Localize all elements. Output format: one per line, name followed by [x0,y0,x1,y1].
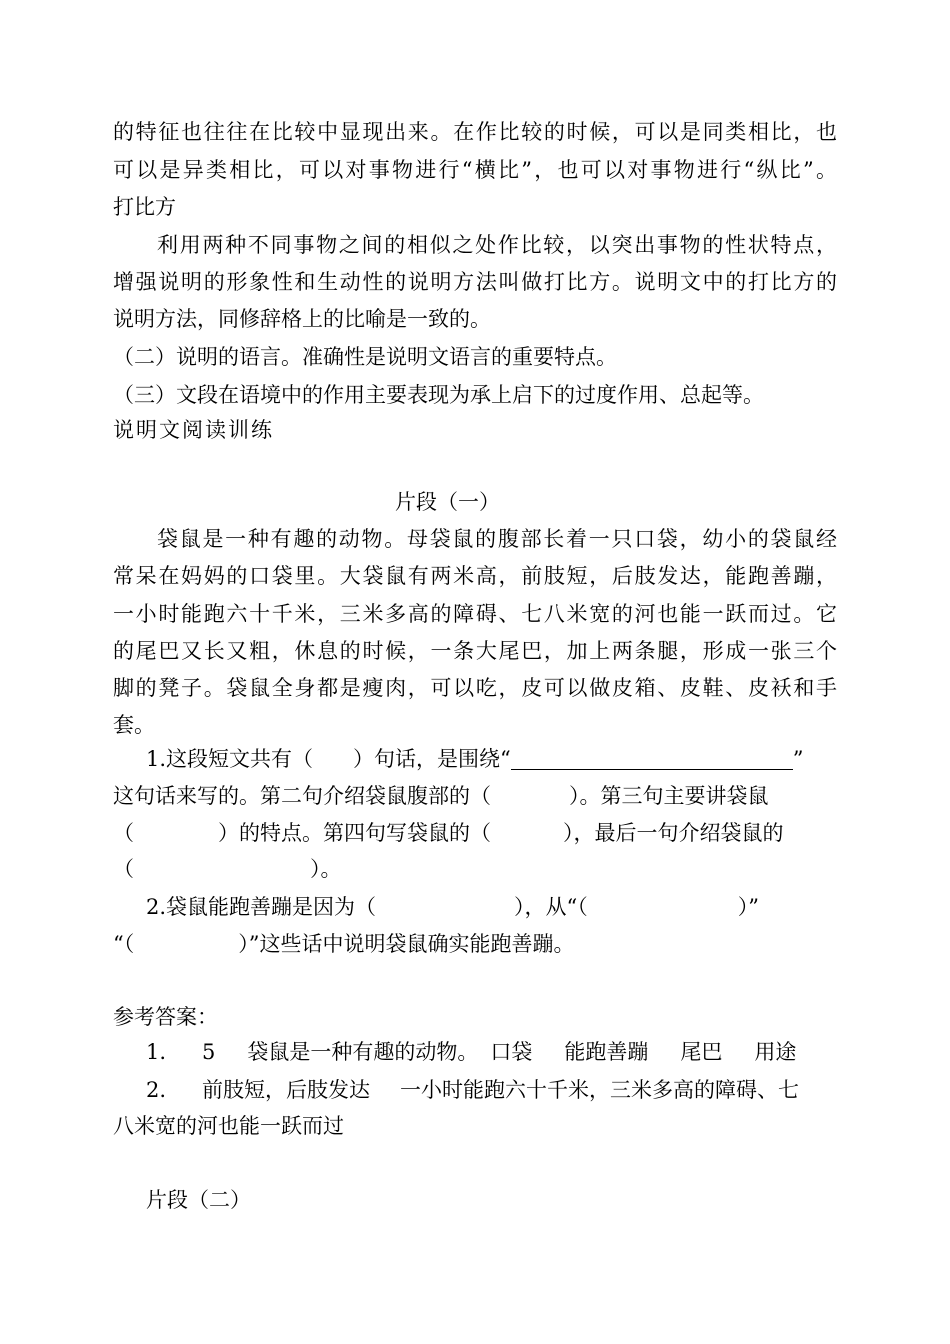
q1-line2-text-b: ）。第三句主要讲袋鼠 [569,784,769,808]
point-two: （二）说明的语言。准确性是说明文语言的重要特点。 [113,345,617,369]
q1-line3-text-b: ）的特点。第四句写袋鼠的（ [218,821,491,845]
q1-line4-text-a: （ [113,857,134,881]
answer-one-tail: 尾巴 [680,1040,723,1064]
fragment-one-line-2: 常呆在妈妈的口袋里。大袋鼠有两米高，前肢短，后肢发达，能跑善蹦， [113,564,837,588]
answer-two-line [146,1076,799,1104]
training-title: 说明文阅读训练 [113,418,274,442]
q1-line2-text-a: 这句话来写的。第二句介绍袋鼠腹部的（ [113,784,491,808]
answer-one-feature: 能跑善蹦 [564,1040,649,1064]
fragment-one-line-4: 的尾巴又长又粗，休息的时候，一条大尾巴，加上两条腿，形成一张三个 [113,639,837,663]
dabifang-para-line-3: 说明方法，同修辞格上的比喻是一致的。 [113,307,491,331]
fragment-two-title: 片段（二） [146,1188,251,1212]
answer-two-number: 2. [146,1078,167,1102]
question-two-line-1 [146,893,759,921]
question-two-line-2 [113,930,574,958]
q1-text-c: ” [792,747,804,771]
q1-line4-text-b: ）。 [310,857,342,881]
q2-text-b: ），从“（ [514,895,588,919]
q1-answer-blank[interactable] [511,749,793,770]
answer-one-line [146,1038,796,1066]
heading-dabifang: 打比方 [113,195,176,219]
answer-two-evidence: 一小时能跑六十千米，三米多高的障碍、七 [400,1078,800,1102]
q2-text-c: ）” [737,895,760,919]
answer-one-pouch: 口袋 [490,1040,533,1064]
fragment-one-title: 片段（一） [395,490,500,514]
fragment-one-line-5: 脚的凳子。袋鼠全身都是瘦肉，可以吃，皮可以做皮箱、皮鞋、皮袄和手 [113,676,837,700]
answer-two-reason: 前肢短，后肢发达 [202,1078,371,1102]
q2-text-a: 2.袋鼠能跑善蹦是因为（ [146,895,377,919]
answer-one-topic: 袋鼠是一种有趣的动物。 [247,1040,479,1064]
question-one-line-3 [113,819,784,847]
answer-two-line-2: 八米宽的河也能一跃而过 [113,1114,344,1138]
answer-one-use: 用途 [754,1040,797,1064]
dabifang-para-line-2: 增强说明的形象性和生动性的说明方法叫做打比方。说明文中的打比方的 [113,270,837,294]
q1-text-b: ）句话，是围绕“ [353,747,511,771]
answer-one-number: 1. [146,1040,167,1064]
fragment-one-line-3: 一小时能跑六十千米，三米多高的障碍、七八米宽的河也能一跃而过。它 [113,602,837,626]
dabifang-para-line-1: 利用两种不同事物之间的相似之处作比较，以突出事物的性状特点， [157,233,837,257]
q2-line2-text-b: ）”这些话中说明袋鼠确实能跑善蹦。 [238,932,575,956]
q1-text-a: 1.这段短文共有（ [146,747,314,771]
question-one-line-2 [113,782,769,810]
answer-one-count: 5 [202,1040,216,1064]
q1-line3-text-c: ），最后一句介绍袋鼠的 [563,821,784,845]
answers-label: 参考答案： [113,1005,218,1029]
question-one-line-1 [146,745,804,773]
question-one-line-4 [113,855,342,883]
intro-line-1: 的特征也往往在比较中显现出来。在作比较的时候，可以是同类相比，也 [113,120,837,144]
intro-line-2: 可以是异类相比，可以对事物进行“横比”，也可以对事物进行“纵比”。 [113,158,837,182]
fragment-one-line-1: 袋鼠是一种有趣的动物。母袋鼠的腹部长着一只口袋，幼小的袋鼠经 [157,527,837,551]
point-three: （三）文段在语境中的作用主要表现为承上启下的过度作用、总起等。 [113,383,764,407]
q1-line3-text-a: （ [113,821,134,845]
q2-line2-text-a: “（ [113,932,135,956]
fragment-one-line-6: 套。 [113,713,155,737]
